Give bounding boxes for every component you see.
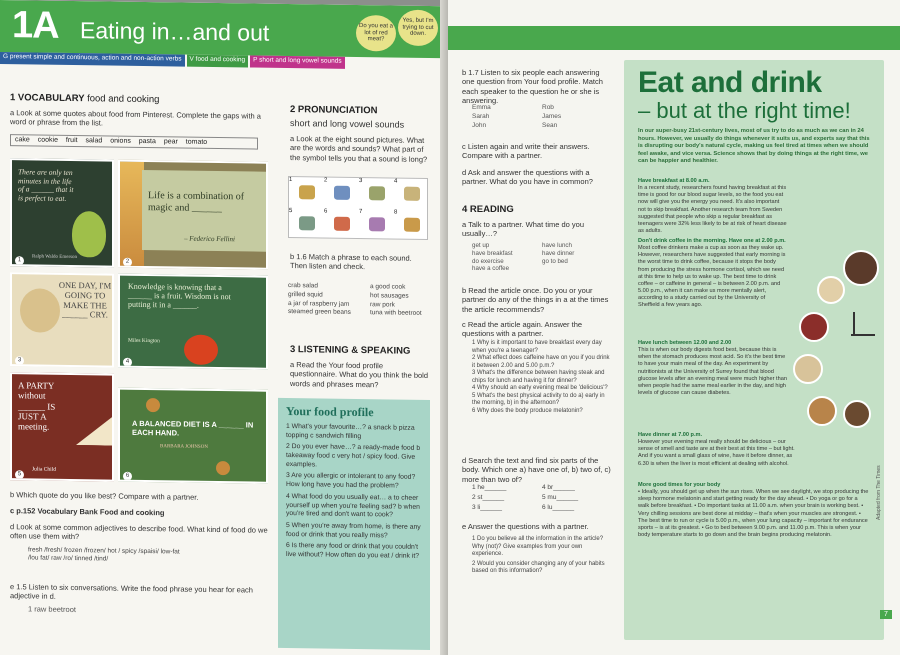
profile-question-4: 4 What food do you usually eat… a to cheer yourself up when you're feeling sad? b when you're tired and don't want to cook? [286,492,420,519]
article-section-more: More good times for your body • Ideally, you should get up when the sun rises. When we see daylight, we stop producing the sleep hormone melatonin and start getting ready for the day ahead. • Do yoga or go for a walk before breakfast. • Do important tasks at 11.00 a.m. when your brain is working best. • Very chilling sessions are best done at midday – that's when your muscles are strongest. • The best time to run or cycle is 5.00 p.m., when your lung capacity – important for endurance sports – is at its greatest. • Go to bed between 9.00 p.m. and 11.00 p.m. This is when your body temperature starts to go down and the brain begins producing melatonin. [638,482,869,539]
reading-task-a: a Talk to a partner. What time do you usually…? [462,220,585,239]
reading-task-b: b Read the article once. Do you or your partner do any of the things in a at the times the article recommends? [462,286,609,314]
page-number: 7 [880,610,892,619]
vocab-task-a: a Look at some quotes about food from Pinterest. Complete the gaps with a word or phrase from the list. [10,108,261,128]
listening-task-b: b 1.7 Listen to six people each answering one question from Your food profile. Match each speaker to the question he or she is answering. [462,68,603,106]
vocab-bank-link[interactable]: c p.152 Vocabulary Bank Food and cooking [10,506,165,518]
pron-task-a: a Look at the eight sound pictures. What are the words and sounds? What part of the symbol tells you that a sound is long? [290,134,428,164]
reading-task-e: e Answer the questions with a partner. [462,522,589,531]
body-parts-blanks[interactable]: 1 he______ 4 br______ 2 st______ 5 mu______ 3 li______ 6 lu______ [472,484,579,512]
adjective-list: fresh /fresh/ frozen /frozen/ hot / spicy /spaisi/ low-fat /lou fat/ raw /ro/ tinned /tind/ [28,546,180,563]
right-page [448,0,900,655]
vocabulary-tag: V food and cooking [187,55,249,68]
quote-card-1: There are only ten minutes in the life of a ______ that it is perfect to eat. Ralph Waldo Emerson 1 [10,158,114,267]
pron-task-b: b 1.6 Match a phrase to each sound. Then listen and check. [290,252,412,272]
food-profile-box [278,398,430,650]
cake-image [76,415,114,446]
article-source: Adapted from The Times [876,465,882,520]
article-title: Eat and drink [638,66,822,99]
pron-heading: 2 PRONUNCIATION [290,104,378,117]
article-section-lunch: Have lunch between 12.00 and 2.00 This is when our body digests food best, because this is when the stomach produces most acid. So it's the best time to have your main meal of the day. An experiment by nutritionists at the University of Surrey found that blood glucose levels after an evening meal were much higher than when people had the same meal earlier in the day, and high levels of glucose can cause diabetes. [638,340,787,397]
vocab-task-b: b Which quote do you like best? Compare with a partner. [10,490,199,502]
clock-hand [853,312,855,336]
cookie-icon [216,461,230,475]
article-section-breakfast: Have breakfast at 8.00 a.m. In a recent study, researchers found having breakfast at this time is good for our blood sugar levels, so the food you eat now will give you the energy you need. It's also important not to skip breakfast. Another research team from Sweden suggested that people who skip a regular breakfast as teenagers were 32% less likely to be at risk of heart disease as adults. [638,178,787,235]
grammar-tag: G present simple and continuous, action and non-action verbs [0,52,185,67]
speech-bubble-question: Do you eat a lot of red meat? [356,15,396,52]
daily-activities-list: get up have lunch have breakfast have dinner do exercise go to bed have a coffee [472,242,575,273]
speech-bubble-answer: Yes, but I'm trying to cut down. [398,10,438,47]
profile-question-6: 6 Is there any food or drink that you couldn't live without? How often do you eat / drink it? [286,542,419,560]
tomato-image [184,335,218,365]
listening-task-d: d Ask and answer the questions with a partner. What do you have in common? [462,168,593,187]
phrase-match-list: crab salad grilled squid a jar of raspberry jam steamed green beans a good cook hot sausages raw pork tuna with beetroot [288,282,422,318]
reading-heading: 4 READING [462,204,514,215]
quote-card-5: A PARTY without ______ IS JUST A meeting. Julia Child 5 [10,372,114,481]
listening-heading: 3 LISTENING & SPEAKING [290,344,411,357]
unit-number: 1A [12,4,59,47]
unit-header [0,0,448,58]
speaker-names: Emma Rob Sarah James John Sean [472,104,562,130]
sound-picture-2: 2 [324,178,358,208]
vocab-task-d: d Look at some common adjectives to describe food. What kind of food do we often use them with? [10,522,268,542]
sound-picture-6: 6 [324,209,358,239]
sound-picture-8: 8 [394,210,428,240]
vocab-example: 1 raw beetroot [28,604,76,615]
article-intro: In our super-busy 21st-century lives, most of us try to do as much as we can in 24 hours. However, we usually do things whenever it suits us, and experts say that this is disrupting our body's natural cycle, making us feel tired at times when we should feel awake, and vice versa. Science shows that by doing things at the right time, we can be happier and healthier. [638,128,870,165]
quote-card-4: Knowledge is knowing that a ______ is a fruit. Wisdom is not putting it in a ______. Miles Kington 4 [118,274,268,370]
listening-task-a: a Read the Your food profile questionnaire. What do you think the bold words and phrases mean? [290,360,429,390]
sound-picture-5: 5 [289,208,323,238]
left-page [0,0,448,655]
pear-image [72,211,106,257]
cookie-icon [146,398,160,412]
pron-subheading: short and long vowel sounds [290,118,405,130]
pasta-image [120,162,144,270]
sound-pictures-grid [288,176,428,240]
word-list: cake cookie fruit salad onions pasta pear tomato [10,134,258,149]
article-subtitle: – but at the right time! [638,98,851,123]
onion-image [20,288,60,333]
pronunciation-tag: P short and long vowel sounds [250,55,344,68]
quote-card-3: ONE DAY, I'M GOING TO MAKE THE ______ CRY. 3 [10,272,114,367]
vocab-heading: 1 VOCABULARY food and cooking [10,92,160,106]
profile-question-1: 1 What's your favourite…? a snack b pizza topping c sandwich filling [286,422,415,440]
right-header-band [448,26,900,50]
quote-card-2: Life is a combination of magic and ______ – Federico Fellini 2 [118,160,268,270]
article-section-coffee: Don't drink coffee in the morning. Have one at 2.00 p.m. Most coffee drinkers make a cup as soon as they wake up. However, researchers have suggested that early morning is the worst time to drink coffee, because it stops the body from producing the stress hormone cortisol, which we need at this time to help us to wake up. The best time to drink coffee – or caffeine in general – is between 2.00 p.m. and 5.00 p.m., when it can make us more mentally alert, according to a study carried out by the University of Sheffield a few years ago. [638,238,786,309]
food-profile-questions [286,423,424,562]
sound-picture-4: 4 [394,179,428,209]
vocab-task-e: e 1.5 Listen to six conversations. Write the food phrase you hear for each adjective in d. [10,582,253,602]
sound-picture-3: 3 [359,178,393,208]
sound-picture-1: 1 [289,177,323,207]
profile-question-3: 3 Are you allergic or intolerant to any food? How long have you had the problem? [286,472,416,490]
unit-title: Eating in…and out [80,17,270,46]
discussion-questions: 1 Do you believe all the information in the article? Why (not)? Give examples from your own experience. 2 Would you consider changing any of your habits based on this information? [472,536,605,574]
listening-task-c: c Listen again and write their answers. Compare with a partner. [462,142,590,161]
profile-question-5: 5 When you're away from home, is there any food or drink that you really miss? [286,521,421,539]
quote-card-6: A BALANCED DIET IS A ______ IN EACH HAND. BARBARA JOHNSON 6 [118,388,268,484]
sound-picture-7: 7 [359,209,393,239]
food-profile-title: Your food profile [286,403,374,420]
article-section-dinner: Have dinner at 7.00 p.m. However your evening meal really should be delicious – our sense of smell and taste are at their best at this time – but light. And if you want a small glass of wine, have it before dinner, as 6.30 is when the liver is most efficient at dealing with alcohol. [638,432,795,467]
reading-task-c: c Read the article again. Answer the questions with a partner. [462,320,583,339]
profile-question-2: 2 Do you ever have…? a ready-made food b takeaway food c very hot / spicy food. Give examples. [286,443,421,469]
food-clock-image [793,250,883,430]
reading-questions: 1 Why is it important to have breakfast every day when you're a teenager? 2 What effect does caffeine have on you if you drink it between 2.00 and 5.00 p.m.? 3 What's the difference between having steak and chips for lunch and having it for dinner? 4 Why should an early evening meal be 'delicious'? 5 What's the best physical activity to do a) early in the morning, b) in the afternoon? 6 Why does the body produce melatonin? [472,340,610,414]
reading-task-d: d Search the text and find six parts of the body. Which one a) have one of, b) two of, c) more than two of? [462,456,611,484]
